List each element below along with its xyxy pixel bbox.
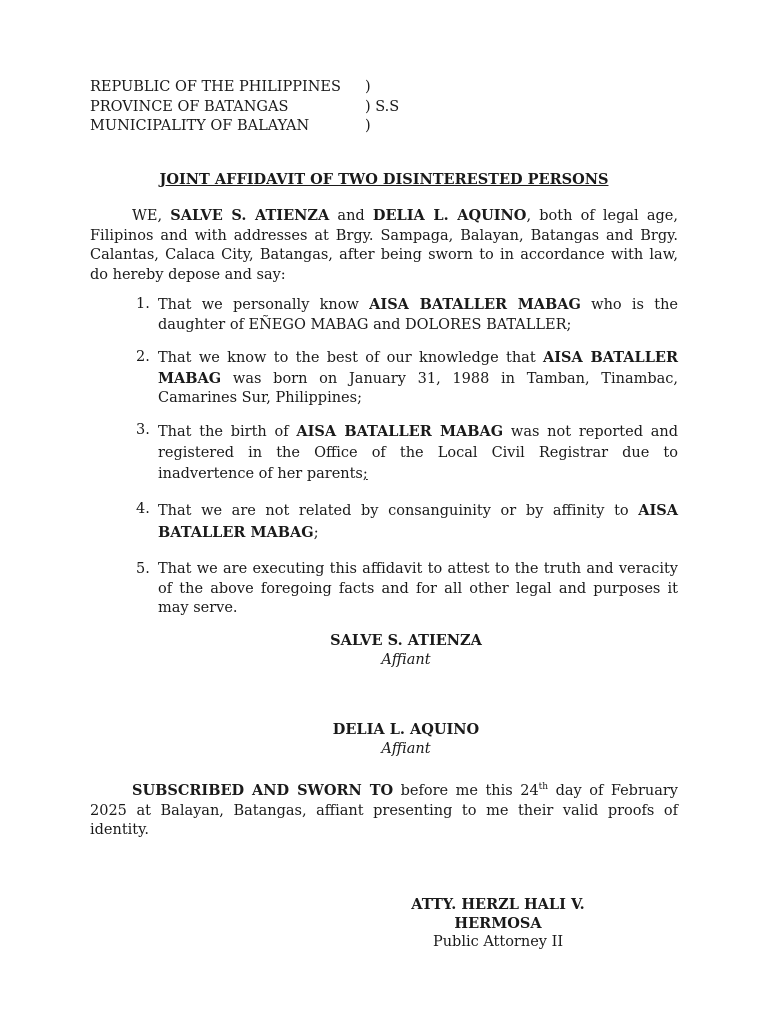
item-subject-name: AISA BATALLER MABAG — [296, 423, 504, 440]
signatory-name: DELIA L. AQUINO — [332, 721, 480, 738]
item-text-part: That we personally know — [158, 297, 370, 313]
item-number: 1. — [136, 296, 150, 312]
caption-paren: ) S.S — [365, 98, 400, 115]
jurat-text: before me this 24 — [393, 783, 539, 799]
item-text — [158, 421, 678, 485]
item-text — [158, 295, 678, 335]
signatory-name: SALVE S. ATIENZA — [330, 632, 482, 649]
signature-block-affiant-1 — [90, 632, 722, 669]
caption-paren: ) — [365, 79, 371, 95]
intro-and: and — [329, 208, 373, 224]
jurat-lead: SUBSCRIBED AND SWORN TO — [132, 782, 394, 799]
affiant-name-1: SALVE S. ATIENZA — [170, 207, 330, 224]
item-text: That we are executing this affidavit to attest to the truth and veracity of the above foregoing facts and for all other legal and purposes it may serve. — [158, 561, 678, 616]
item-number: 4. — [136, 501, 150, 517]
item-text-part: That we are not related by consanguinity or by affinity to — [158, 503, 639, 519]
signatory-role: Affiant — [381, 740, 431, 757]
item-subject-name: AISA BATALLER MABAG — [369, 296, 581, 313]
intro-we: WE, — [132, 208, 171, 224]
item-text-part: That we know to the best of our knowledge that — [158, 350, 543, 366]
caption-paren: ) — [365, 118, 371, 134]
item-number: 5. — [136, 561, 150, 577]
item-subject-name: AISA BATALLER MABAG — [158, 349, 678, 387]
document-title: JOINT AFFIDAVIT OF TWO DISINTERESTED PERSONS — [159, 171, 609, 188]
item-subject-name: AISA BATALLER MABAG — [158, 502, 678, 541]
item-number: 3. — [136, 422, 150, 438]
jurat-paragraph — [90, 781, 678, 841]
notary-signature-block — [368, 896, 628, 952]
caption-label: REPUBLIC OF THE PHILIPPINES — [90, 79, 341, 95]
signature-block-affiant-2 — [90, 721, 722, 758]
item-text — [158, 500, 678, 544]
affiant-name-2: DELIA L. AQUINO — [372, 207, 527, 224]
item-text — [158, 348, 678, 409]
item-text-part: ; — [362, 466, 368, 482]
item-text-part: was born on January 31, 1988 in Tamban, Tinambac, Camarines Sur, Philippines; — [158, 370, 678, 406]
item-text-part: That the birth of — [158, 424, 297, 440]
intro-paragraph — [90, 206, 678, 285]
jurat-text: day of February 2025 at Balayan, Batangas, affiant presenting to me their valid proofs of identity. — [90, 783, 678, 838]
caption-label: PROVINCE OF BATANGAS — [90, 98, 289, 115]
item-number: 2. — [136, 349, 150, 365]
notary-title: Public Attorney II — [432, 934, 564, 950]
signatory-role: Affiant — [381, 651, 431, 668]
notary-name: ATTY. HERZL HALI V. HERMOSA — [411, 896, 585, 932]
caption-label: MUNICIPALITY OF BALAYAN — [90, 118, 310, 134]
item-text-part: was not reported and registered in the Office of the Local Civil Registrar due to inadvertence of her parents — [158, 424, 678, 482]
item-text-part: who is the daughter of EÑEGO MABAG and DOLORES BATALLER; — [158, 297, 678, 333]
ordinal-suffix: th — [538, 782, 549, 793]
item-text-part: ; — [313, 525, 319, 541]
intro-rest: , both of legal age, Filipinos and with addresses at Brgy. Sampaga, Balayan, Batangas and Brgy. Calantas, Calaca City, Batangas, after being sworn to in accordance with law, do hereby depose and say: — [90, 208, 678, 283]
